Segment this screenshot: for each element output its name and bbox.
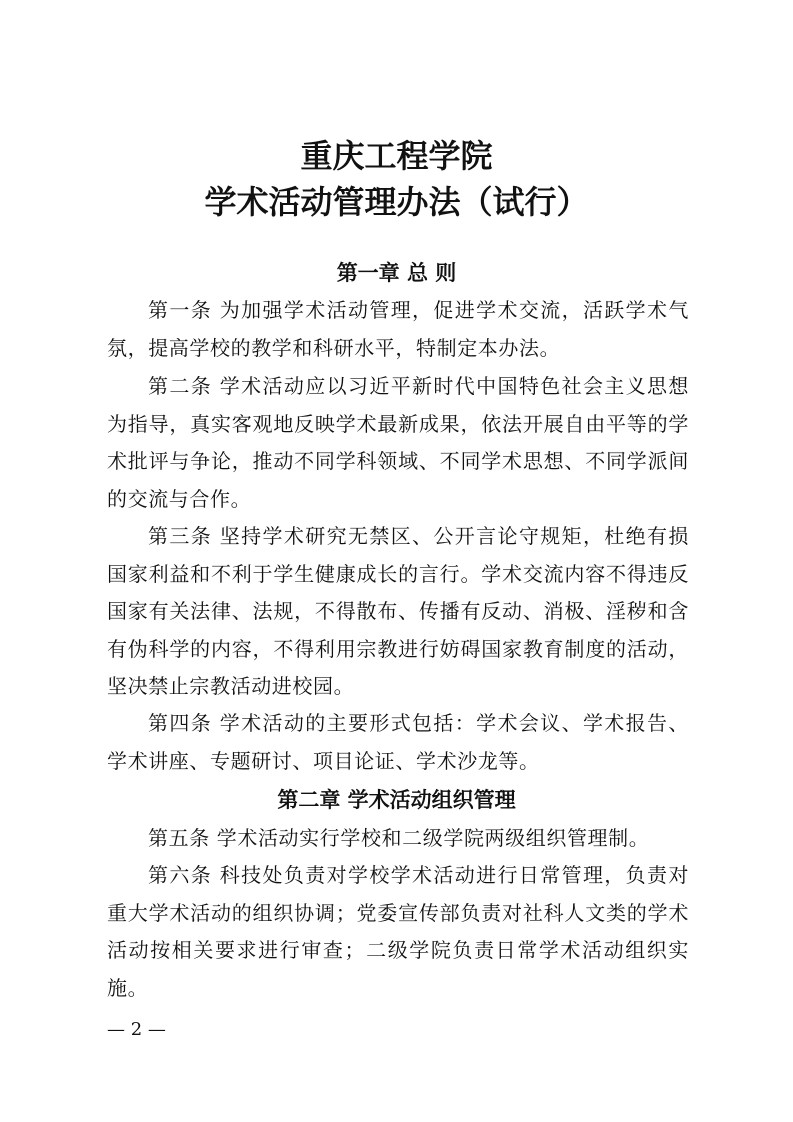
document-title-line-1: 重庆工程学院 [300, 137, 493, 175]
article-3: 第三条 坚持学术研究无禁区、公开言论守规矩，杜绝有损国家利益和不利于学生健康成长的言行。学术交流内容不得违反国家有关法律、法规，不得散布、传播有反动、消极、淫秽和含有伪科学的内容，不得利用宗教进行妨碍国家教育制度的活动，坚决禁止宗教活动进校园。 [107, 524, 689, 698]
article-6: 第六条 科技处负责对学校学术活动进行日常管理，负责对重大学术活动的组织协调；党委宣传部负责对社科人文类的学术活动按相关要求进行审查；二级学院负责日常学术活动组织实施。 [107, 863, 689, 1000]
article-1: 第一条 为加强学术活动管理，促进学术交流，活跃学术气氛，提高学校的教学和科研水平，特制定本办法。 [107, 298, 689, 360]
article-5: 第五条 学术活动实行学校和二级学院两级组织管理制。 [148, 826, 650, 850]
page-number: — 2 — [107, 1019, 166, 1040]
article-2: 第二条 学术活动应以习近平新时代中国特色社会主义思想为指导，真实客观地反映学术最新成果，依法开展自由平等的学术批评与争论，推动不同学科领域、不同学术思想、不同学派间的交流与合作。 [107, 374, 689, 511]
chapter-2-heading: 第二章 学术活动组织管理 [277, 788, 516, 812]
article-4: 第四条 学术活动的主要形式包括：学术会议、学术报告、学术讲座、专题研讨、项目论证、学术沙龙等。 [107, 711, 689, 773]
chapter-1-heading: 第一章 总 则 [336, 261, 457, 285]
document-title-line-2: 学术活动管理办法（试行） [204, 183, 589, 221]
